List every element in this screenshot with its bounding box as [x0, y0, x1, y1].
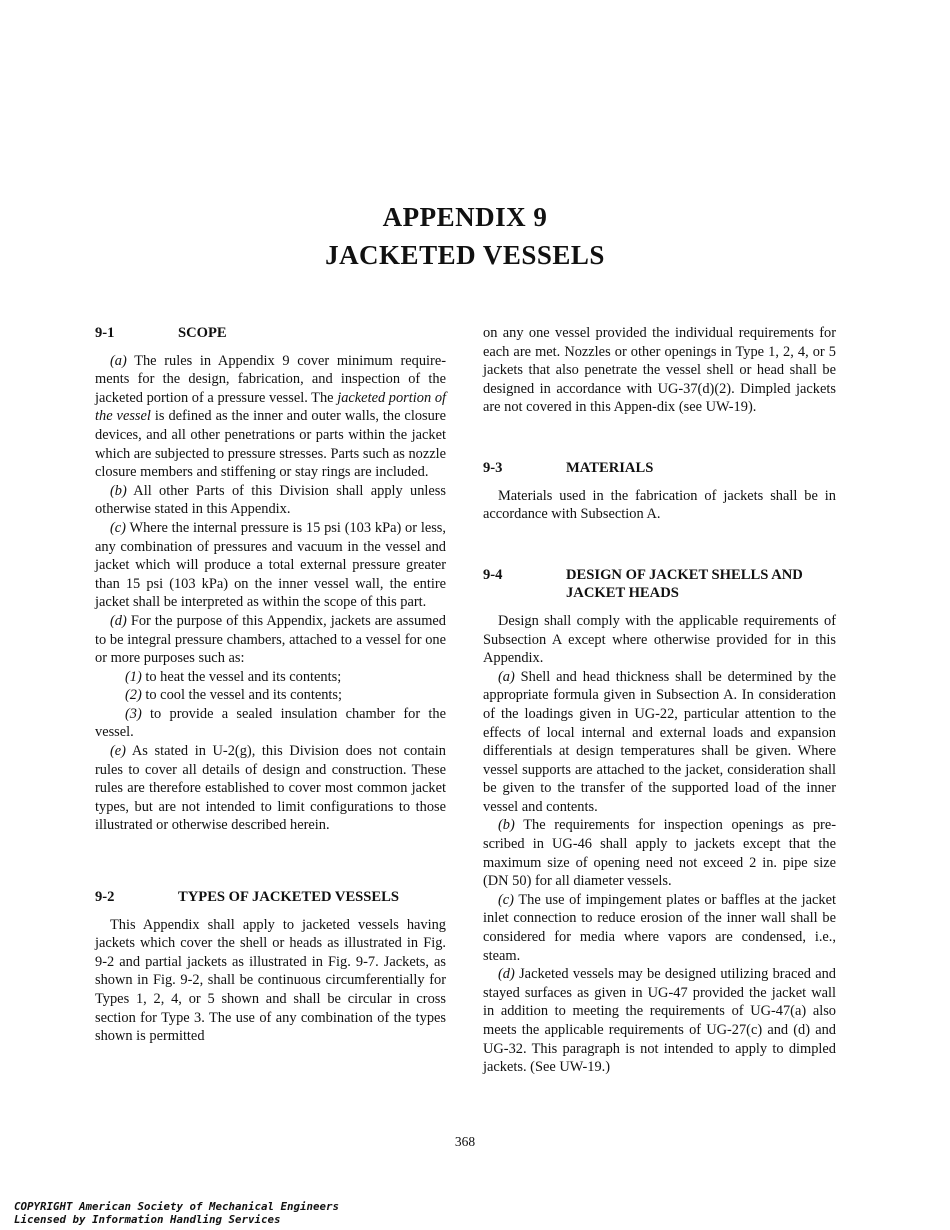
para-text: The rules in Appendix 9 cover minimum require-ments for the design, fabrication, and inspection of the jacketed portion of a pressure vessel. The: [95, 352, 446, 406]
para-text: As stated in U-2(g), this Division does not contain rules to cover all details of design and construction. These rules are therefore established to cover most common jacket types, but are not intended to limit configurations to those illustrated or otherwise described herein.: [95, 743, 446, 834]
left-column: [95, 324, 446, 1046]
para-text: is defined as the inner and outer walls, the closure devices, and all other penetrations or parts within the jacket which are subjected to pressure stresses. Parts such as nozzle closure members and stiffening or stay rings are included.: [95, 408, 446, 481]
section-number: 9-2: [95, 889, 115, 906]
list-marker: (2): [125, 687, 142, 704]
para-text: Shell and head thickness shall be determined by the appropriate formula given in Subsection A. In consideration of the loadings given in UG-22, particular attention to the effects of local internal and external loads and expansion differentials at design temperatures shall be given. Where vessel supports are attached to the jacket, consideration shall be given to the transfer of the supported load of the inner vessel and contents.: [483, 668, 836, 815]
page-number: 368: [454, 1134, 476, 1149]
section-title: TYPES OF JACKETED VESSELS: [178, 889, 400, 906]
right-column: [483, 324, 836, 1077]
paragraph-9-4-c: [483, 891, 836, 965]
para-marker: (e): [110, 743, 126, 760]
list-item-1: [95, 668, 446, 687]
para-text: For the purpose of this Appendix, jackets are assumed to be integral pressure chambers, attached to a vessel for one or more purposes such as:: [95, 612, 446, 667]
appendix-title: APPENDIX 9: [382, 202, 548, 232]
section-number: 9-1: [95, 325, 115, 341]
list-item-2: [95, 686, 446, 705]
paragraph-9-4-intro: Design shall comply with the applicable requirements of Subsection A except where otherwise provided for in this Appendix.: [483, 612, 836, 667]
list-text: to heat the vessel and its contents;: [145, 668, 342, 685]
para-marker: (c): [110, 519, 126, 536]
para-text: The requirements for inspection openings as pre-scribed in UG-46 shall apply to jackets except that the maximum size of opening need not exceed 2 in. pipe size (DN 50) for all diameter vessels.: [483, 817, 836, 890]
section-number: 9-4: [483, 566, 503, 583]
para-marker: (a): [498, 668, 515, 685]
paragraph-9-1-b: [95, 482, 446, 519]
para-text: The use of impingement plates or baffles at the jacket inlet connection to reduce erosion of the inner wall shall be considered for media where vapors are condensed, i.e., steam.: [483, 891, 836, 964]
paragraph-9-1-e: [95, 742, 446, 835]
paragraph-9-1-c: [95, 519, 446, 612]
para-marker: (b): [110, 482, 127, 499]
section-9-4-heading: [483, 566, 836, 603]
section-title: MATERIALS: [566, 459, 654, 476]
para-marker: (c): [498, 891, 514, 908]
para-text: All other Parts of this Division shall apply unless otherwise stated in this Appendix.: [95, 482, 446, 518]
section-9-3-heading: [483, 459, 836, 478]
defined-term: jacketed portion of the vessel: [95, 389, 447, 425]
section-number: 9-3: [483, 459, 503, 476]
para-marker: (b): [498, 817, 515, 834]
section-9-2-heading: [95, 888, 446, 907]
copyright-line: COPYRIGHT American Society of Mechanical Engineers: [14, 1200, 340, 1213]
para-text: Jacketed vessels may be designed utilizing braced and stayed surfaces as given in UG-47 provided the jacket wall in addition to meeting the requirements of UG-47(a) also meets the applicable requirements of UG-27(c) and (d) and UG-32. This paragraph is not intended to apply to dimpled jackets. (See UW-19.): [483, 966, 836, 1076]
para-marker: (a): [110, 352, 127, 369]
list-text: to provide a sealed insulation chamber for the vessel.: [95, 705, 446, 741]
para-text: Where the internal pressure is 15 psi (103 kPa) or less, any combination of pressures and vacuum in the vessel and jacket which will produce a total external pressure greater than 15 psi (103 kPa) on the inner vessel wall, the entire jacket shall be interpreted as within the scope of this part.: [95, 519, 447, 611]
section-9-1-heading: [95, 324, 446, 343]
para-marker: (d): [110, 612, 127, 629]
appendix-subtitle: JACKETED VESSELS: [325, 240, 605, 270]
list-marker: (1): [125, 668, 142, 685]
list-marker: (3): [125, 705, 142, 722]
license-line: Licensed by Information Handling Services: [14, 1213, 281, 1226]
paragraph-9-2-continued: on any one vessel provided the individual requirements for each are met. Nozzles or other openings in Type 1, 2, 4, or 5 jackets that also penetrate the vessel shell or head shall be designed in accordance with UG-37(d)(2). Dimpled jackets are not covered in this Appen-dix (see UW-19).: [483, 325, 836, 416]
paragraph-9-4-b: [483, 816, 836, 890]
section-title: SCOPE: [178, 325, 227, 341]
copyright-notice: [14, 1200, 339, 1226]
paragraph-9-1-a: [95, 352, 446, 482]
list-item-3: [95, 705, 446, 742]
paragraph-9-4-d: [483, 965, 836, 1077]
paragraph-9-3: Materials used in the fabrication of jackets shall be in accordance with Subsection A.: [483, 487, 836, 523]
list-text: to cool the vessel and its contents;: [145, 687, 343, 704]
paragraph-9-4-a: [483, 668, 836, 817]
para-marker: (d): [498, 966, 515, 983]
section-title: DESIGN OF JACKET SHELLS AND JACKET HEADS: [566, 566, 803, 602]
paragraph-9-1-d: [95, 612, 446, 668]
paragraph-9-2: This Appendix shall apply to jacketed vessels having jackets which cover the shell or heads as illustrated in Fig. 9-2 and partial jackets as illustrated in Fig. 9-7. Jackets, as shown in Fig. 9-2, shall be continuous circumferentially for Types 1, 2, 4, or 5 shown and shall be circular in cross section for Type 3. The use of any combination of the types shown is permitted: [95, 916, 446, 1045]
